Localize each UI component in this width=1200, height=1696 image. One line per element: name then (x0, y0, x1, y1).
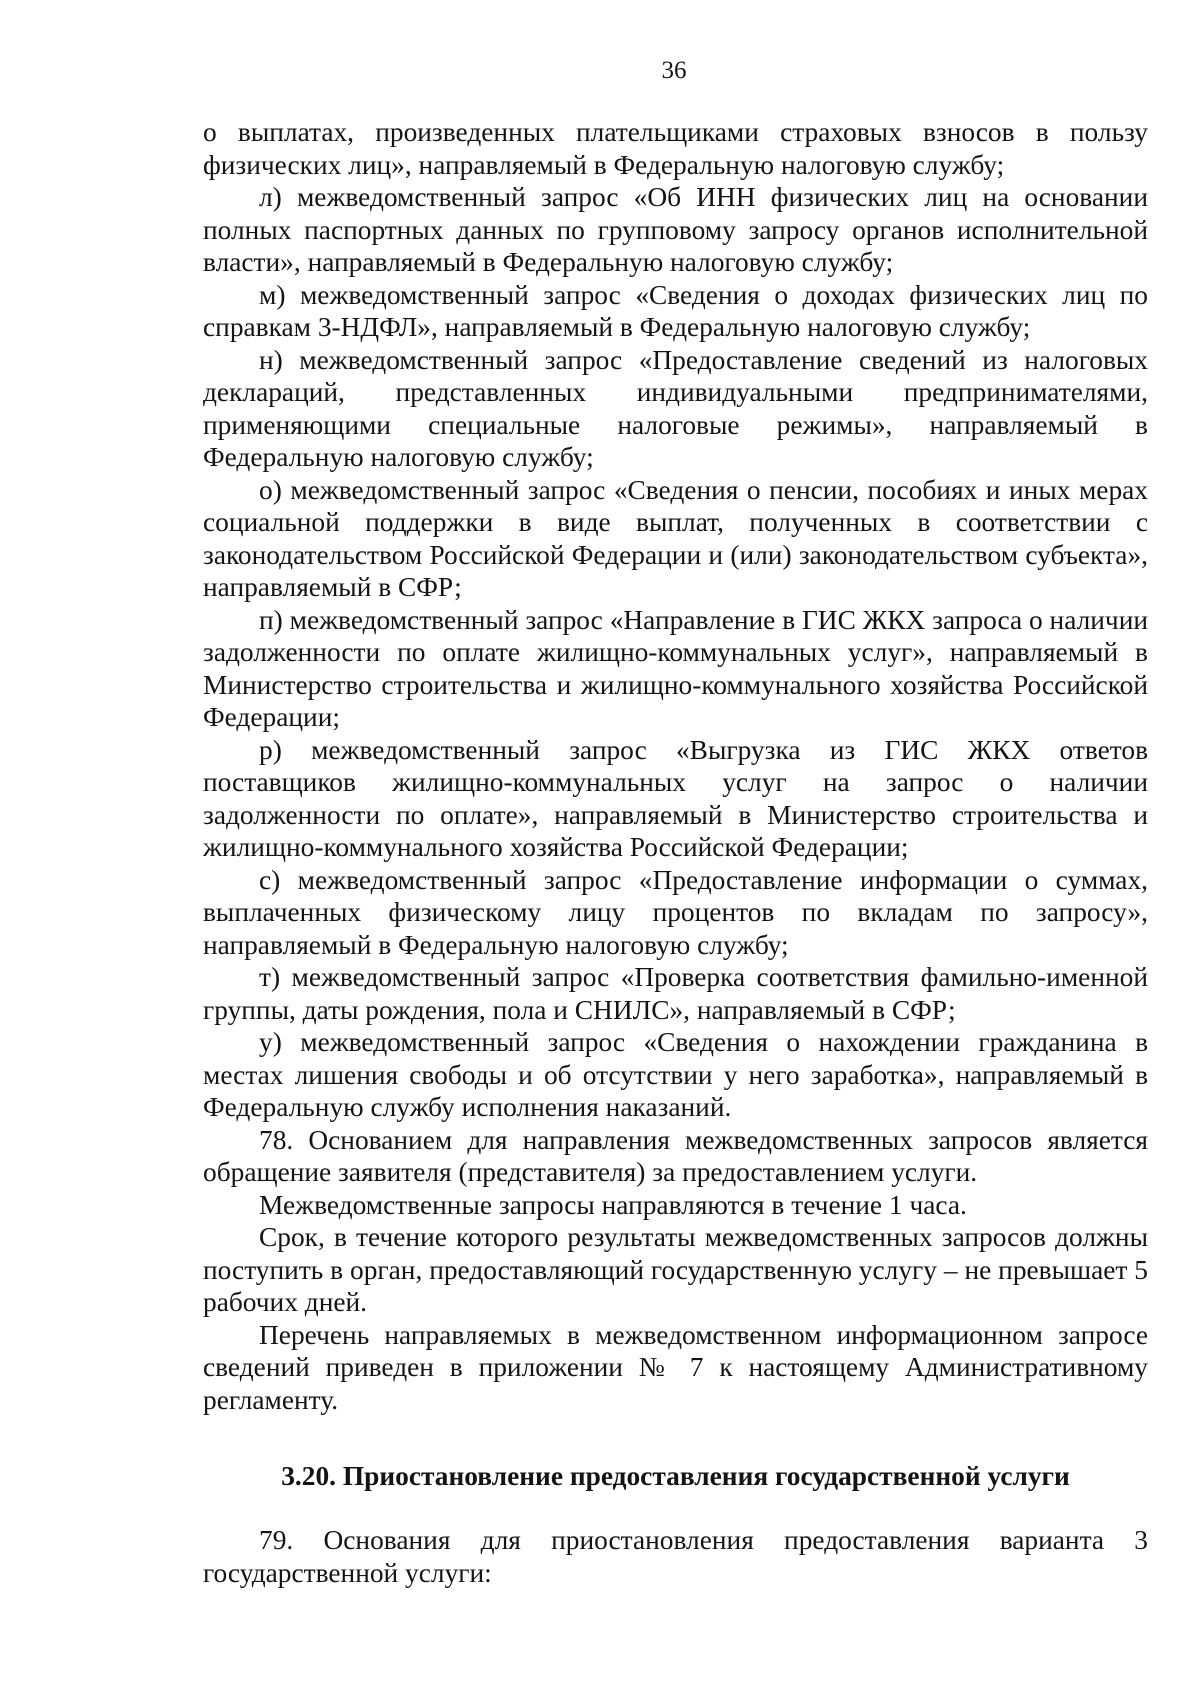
paragraph-item-l: л) межведомственный запрос «Об ИНН физических лиц на основании полных паспортных данных по групповому запросу органов исполнительной власти», направляемый в Федеральную налоговую службу; (203, 182, 1148, 277)
paragraph-item-r: р) межведомственный запрос «Выгрузка из ГИС ЖКХ ответов поставщиков жилищно-коммунальных услуг на запрос о наличии задолженности по оплате», направляемый в Министерство строительства и жилищно-коммунального хозяйства Российской Федерации; (203, 734, 1148, 862)
paragraph-item-s: с) межведомственный запрос «Предоставление информации о суммах, выплаченных физическому лицу процентов по вкладам по запросу», направляемый в Федеральную налоговую службу; (203, 864, 1148, 960)
paragraph-item-n: н) межведомственный запрос «Предоставление сведений из налоговых деклараций, представленных индивидуальными предпринимателями, применяющими специальные налоговые режимы», направляемый в Федеральную налоговую службу; (203, 344, 1148, 472)
paragraph-79: 79. Основания для приостановления предоставления варианта 3 государственной услуги: (203, 1525, 1148, 1588)
paragraph-item-m: м) межведомственный запрос «Сведения о доходах физических лиц по справкам 3-НДФЛ», направляемый в Федеральную налоговую службу; (203, 279, 1148, 342)
section-heading: 3.20. Приостановление предоставления государственной услуги (281, 1461, 1070, 1491)
body-text (203, 116, 1148, 1416)
paragraph-item-o: о) межведомственный запрос «Сведения о пенсии, пособиях и иных мерах социальной поддержки в виде выплат, полученных в соответствии с законодательством Российской Федерации и (или) законодательством субъекта», направляемый в СФР; (203, 474, 1148, 602)
paragraph-item-u: у) межведомственный запрос «Сведения о нахождении гражданина в местах лишения свободы и об отсутствии у него заработка», направляемый в Федеральную службу исполнения наказаний. (203, 1027, 1148, 1122)
paragraph-response-term: Срок, в течение которого результаты межведомственных запросов должны поступить в орган, предоставляющий государственную услугу – не превышает 5 рабочих дней. (203, 1222, 1148, 1317)
page-number: 36 (661, 57, 687, 84)
paragraph-78: 78. Основанием для направления межведомственных запросов является обращение заявителя (представителя) за предоставлением услуги. (203, 1124, 1148, 1187)
paragraph-requests-timing: Межведомственные запросы направляются в течение 1 часа. (259, 1189, 967, 1220)
section-body (203, 1524, 1148, 1589)
paragraph-data-list: Перечень направляемых в межведомственном информационном запросе сведений приведен в приложении № 7 к настоящему Административному регламенту. (203, 1319, 1148, 1415)
paragraph-continuation: о выплатах, произведенных плательщиками страховых взносов в пользу физических лиц», направляемый в Федеральную налоговую службу; (203, 117, 1148, 180)
paragraph-item-t: т) межведомственный запрос «Проверка соответствия фамильно-именной группы, даты рождения, пола и СНИЛС», направляемый в СФР; (203, 962, 1148, 1025)
paragraph-item-p: п) межведомственный запрос «Направление в ГИС ЖКХ запроса о наличии задолженности по оплате жилищно-коммунальных услуг», направляемый в Министерство строительства и жилищно-коммунального хозяйства Российской Федерации; (203, 604, 1149, 732)
